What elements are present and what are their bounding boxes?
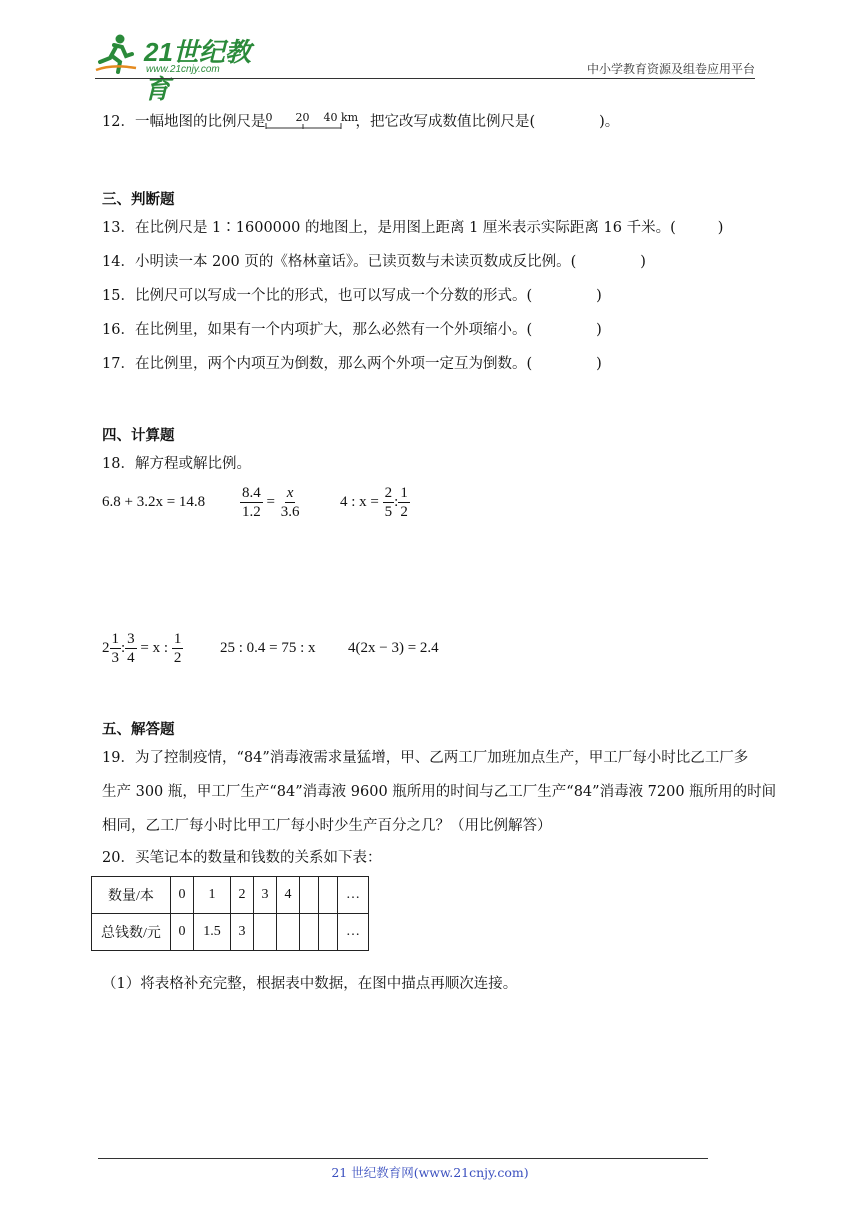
question-14: [102, 252, 646, 272]
denominator: 2: [400, 504, 408, 520]
equation-5: 25 : 0.4 = 75 : x: [220, 640, 316, 656]
q16-text: 16．在比例里，如果有一个内项扩大，那么必然有一个外项缩小。(: [102, 322, 533, 338]
numerator: x: [286, 485, 294, 501]
table-cell: 2: [231, 877, 254, 914]
equation-6: 4(2x − 3) = 2.4: [348, 640, 439, 656]
q15-end: ): [596, 288, 602, 304]
fraction: [383, 484, 395, 521]
question-19-line-3: 相同，乙工厂每小时比甲工厂每小时少生产百分之几？（用比例解答）: [102, 818, 552, 834]
numerator: 1: [400, 485, 408, 501]
q16-end: ): [596, 322, 602, 338]
fraction: [110, 630, 122, 667]
q12-end: )。: [599, 114, 620, 130]
denominator: 5: [384, 504, 393, 520]
denominator: 4: [127, 650, 135, 666]
table-row: [92, 877, 369, 914]
table-cell: 0: [171, 914, 194, 951]
q17-end: ): [596, 356, 602, 372]
q13-end: ): [717, 220, 724, 236]
footer-divider: [98, 1158, 708, 1159]
denominator: 3: [111, 650, 119, 666]
numerator: 2: [384, 485, 393, 501]
runner-logo-icon: [92, 30, 138, 76]
question-15: [102, 286, 602, 306]
logo-url: www.21cnjy.com: [146, 64, 220, 75]
equals-sign: =: [266, 493, 275, 510]
table-cell: 总钱数/元: [92, 914, 171, 951]
table-cell: 4: [277, 877, 300, 914]
table-cell: 3: [231, 914, 254, 951]
question-20: 20．买笔记本的数量和钱数的关系如下表：: [102, 850, 382, 866]
question-19-line-1: 19．为了控制疫情，“84”消毒液需求量猛增，甲、乙两工厂加班加点生产，甲工厂每小时比乙工厂多: [102, 750, 749, 766]
equation-3: [340, 484, 410, 521]
colon: :: [394, 493, 399, 510]
table-cell[interactable]: [300, 877, 319, 914]
q15-text: 15．比例尺可以写成一个比的形式，也可以写成一个分数的形式。(: [102, 288, 533, 304]
question-12: [102, 110, 619, 134]
equation-4: [102, 630, 183, 667]
table-cell: 3: [254, 877, 277, 914]
denominator: 3.6: [280, 504, 300, 520]
price-table: [91, 876, 369, 951]
numerator: 3: [127, 631, 135, 647]
table-cell[interactable]: [254, 914, 277, 951]
table-cell[interactable]: [300, 914, 319, 951]
question-13: [102, 218, 723, 238]
q13-text: 13．在比例尺是 1∶1600000 的地图上，是用图上距离 1 厘米表示实际距离 16 千米。(: [102, 220, 676, 236]
section-5-title: 五、解答题: [102, 721, 175, 738]
section-3-title: 三、判断题: [102, 191, 175, 208]
fraction: [279, 484, 302, 521]
question-17: [102, 354, 602, 374]
q12-suffix: ，把它改写成数值比例尺是(: [355, 114, 536, 130]
eq4-middle: = x :: [140, 639, 169, 656]
table-cell[interactable]: [319, 877, 338, 914]
scale-label-0: 0: [265, 111, 273, 124]
fraction: [240, 484, 263, 521]
question-18: 18．解方程或解比例。: [102, 456, 251, 472]
fraction: [172, 630, 184, 667]
table-row: [92, 914, 369, 951]
scale-ruler-line: [265, 122, 355, 132]
q12-prefix: 12．一幅地图的比例尺是: [102, 114, 266, 130]
footer-text[interactable]: 21 世纪教育网(www.21cnjy.com): [331, 1165, 529, 1180]
scale-label-20: 20: [295, 111, 310, 124]
header-platform-title: 中小学教育资源及组卷应用平台: [586, 62, 755, 76]
table-cell: …: [338, 914, 369, 951]
fraction: [398, 484, 410, 521]
mixed-whole: 2: [102, 639, 110, 656]
question-16: [102, 320, 602, 340]
denominator: 1.2: [242, 504, 261, 520]
equation-1: 6.8 + 3.2x = 14.8: [102, 494, 206, 510]
header-divider: [95, 78, 755, 79]
table-cell: …: [338, 877, 369, 914]
question-20-part-1: （1）将表格补充完整，根据表中数据，在图中描点再顺次连接。: [102, 976, 518, 992]
table-cell: 0: [171, 877, 194, 914]
denominator: 2: [173, 650, 182, 666]
numerator: 1: [173, 631, 182, 647]
table-cell: 1.5: [194, 914, 231, 951]
table-cell[interactable]: [277, 914, 300, 951]
q14-end: ): [640, 254, 646, 270]
scale-bar-graphic: [265, 110, 359, 134]
q14-text: 14．小明读一本 200 页的《格林童话》。已读页数与未读页数成反比例。(: [102, 254, 577, 270]
eq3-prefix: 4 : x =: [340, 493, 379, 510]
numerator: 8.4: [242, 485, 261, 501]
colon: :: [121, 639, 126, 656]
q17-text: 17．在比例里，两个内项互为倒数，那么两个外项一定互为倒数。(: [102, 356, 533, 372]
equation-2: [240, 484, 301, 521]
table-cell[interactable]: [319, 914, 338, 951]
question-19-line-2: 生产 300 瓶，甲工厂生产“84”消毒液 9600 瓶所用的时间与乙工厂生产“84”消毒液 7200 瓶所用的时间: [102, 784, 777, 800]
fraction: [125, 630, 137, 667]
logo-title: 21世纪教育: [144, 37, 251, 104]
section-4-title: 四、计算题: [102, 427, 175, 444]
table-cell: 数量/本: [92, 877, 171, 914]
site-logo: [92, 28, 267, 104]
table-cell: 1: [194, 877, 231, 914]
numerator: 1: [111, 631, 119, 647]
scale-label-40km: 40 km: [323, 111, 359, 124]
